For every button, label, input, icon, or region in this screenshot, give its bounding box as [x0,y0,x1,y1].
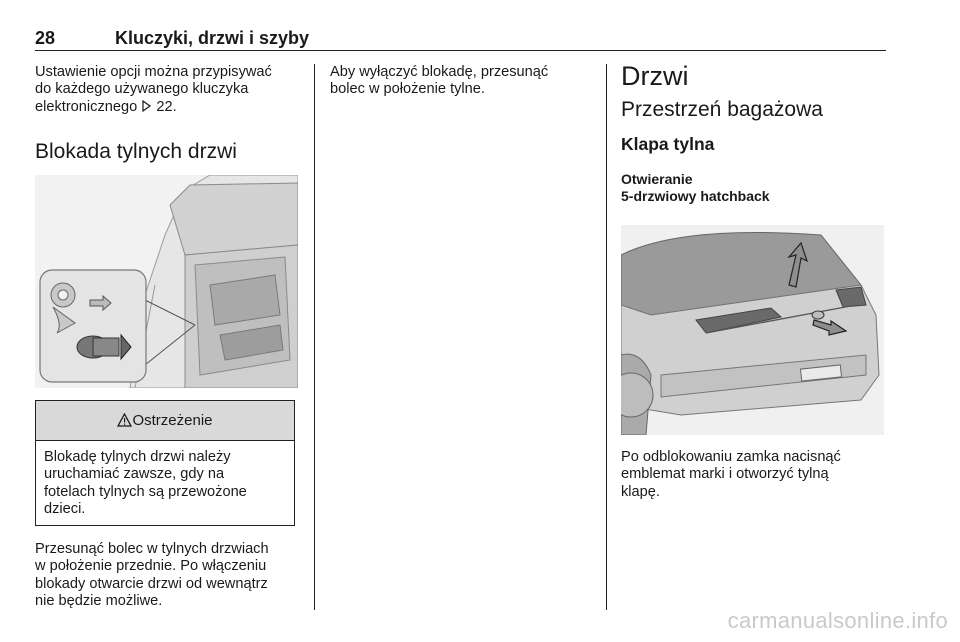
tailgate-illustration [621,225,884,435]
rear-door-lock-illustration [35,175,298,388]
body-line-1: Przesunąć bolec w tylnych drzwiach [35,541,269,557]
column-1 [35,64,297,164]
body-line-2: w położenie przednie. Po włączeniu [35,558,267,575]
column-divider-2 [606,64,607,610]
column-divider-1 [314,64,315,610]
warning-title: Ostrzeżenie [132,412,213,429]
heading-hatchback: 5-drzwiowy hatchback [621,188,770,204]
col3-line-1: Po odblokowaniu zamka nacisnąć [621,449,841,465]
body-line-4: nie będzie możliwe. [35,593,163,610]
watermark: carmanualsonline.info [727,608,948,633]
col3-line-2: emblemat marki i otworzyć tylną [621,466,829,483]
warning-text [36,441,294,519]
subsection-title-luggage: Przestrzeń bagażowa [621,98,823,121]
warning-line-3: fotelach tylnych są przewożone [44,483,247,500]
section-title-doors: Drzwi [621,61,689,91]
rear-lock-instructions [35,541,305,611]
col3-line-3: klapę. [621,483,660,500]
body-line-3: blokady otwarcie drzwi od wewnątrz [35,575,268,592]
intro-line-1: Ustawienie opcji można przypisywać [35,64,272,80]
warning-line-2: uruchamiać zawsze, gdy na [44,466,225,483]
intro-ref-page: 22. [156,98,177,115]
col2-line-2: bolec w położenie tylne. [330,81,485,98]
column-3 [621,61,886,205]
heading-opening: Otwieranie [621,171,693,187]
page-header [35,28,886,51]
warning-header [36,401,294,441]
section-heading-rear-door-lock: Blokada tylnych drzwi [35,140,237,164]
arrow-ref-icon [141,100,152,117]
warning-line-4: dzieci. [44,501,86,518]
warning-box [35,400,295,526]
page-number: 28 [35,28,56,48]
tailgate-instructions [621,449,886,501]
intro-paragraph [35,64,297,117]
warning-line-1: Blokadę tylnych drzwi należy [44,449,231,465]
column-2 [330,64,592,99]
disable-lock-paragraph [330,64,592,99]
subsection-title-tailgate: Klapa tylna [621,134,715,154]
intro-line-2: do każdego używanego kluczyka [35,81,249,98]
warning-triangle-icon [117,403,132,442]
chapter-title: Kluczyki, drzwi i szyby [115,28,310,48]
col2-line-1: Aby wyłączyć blokadę, przesunąć [330,64,549,80]
intro-ref-text: elektronicznego [35,98,138,115]
